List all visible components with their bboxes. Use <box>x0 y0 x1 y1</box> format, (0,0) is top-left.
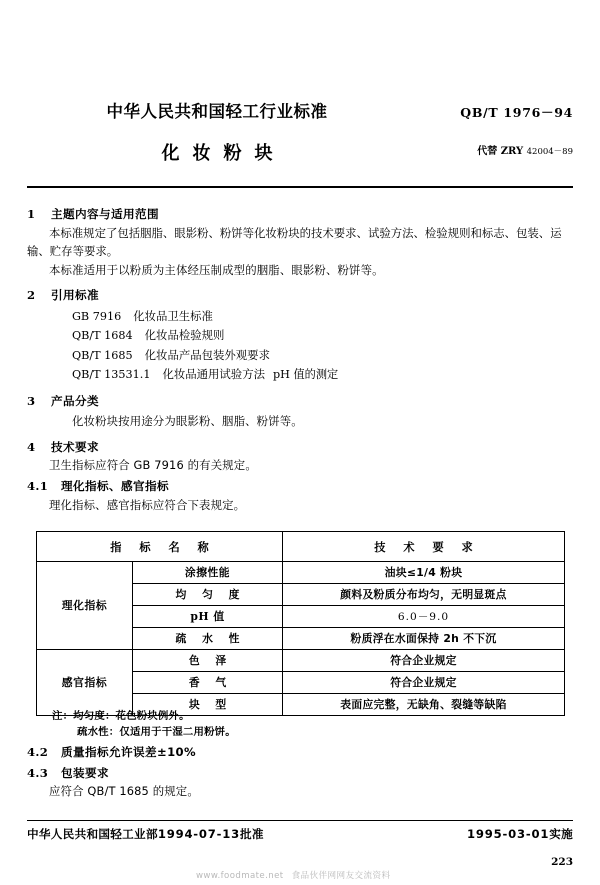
reference-code: GB 7916 <box>72 309 122 323</box>
row-category-physicochemical: 理化指标 <box>37 562 133 650</box>
reference-name: 化妆品通用试验方法 <box>162 367 265 382</box>
row-requirement: 6.0－9.0 <box>283 606 565 628</box>
list-item <box>27 326 573 345</box>
row-requirement: 符合企业规定 <box>283 650 565 672</box>
reference-code: QB/T 1684 <box>72 329 133 343</box>
reference-extra: pH 值的测定 <box>272 368 339 382</box>
row-requirement: 表面应完整，无缺角、裂缝等缺陷 <box>283 694 565 716</box>
column-header-requirement: 技 术 要 求 <box>283 532 565 562</box>
document-body <box>27 203 573 514</box>
list-item <box>27 346 573 365</box>
reference-name: 化妆品检验规则 <box>144 328 225 343</box>
row-requirement: 油块≤1/4 粉块 <box>283 562 565 584</box>
section-4-1-paragraph-1: 理化指标、感官指标应符合下表规定。 <box>49 497 246 512</box>
document-footer <box>27 826 573 846</box>
section-heading-3 <box>27 392 573 411</box>
replaced-standard <box>477 142 573 157</box>
section-1-paragraph-2: 本标准适用于以粉质为主体经压制成型的胭脂、眼影粉、粉饼等。 <box>49 262 384 277</box>
issuing-organization-title: 中华人民共和国轻工行业标准 <box>106 102 328 121</box>
row-requirement: 粉质浮在水面保持 2h 不下沉 <box>283 628 565 650</box>
masthead-divider <box>27 186 573 188</box>
table-row <box>37 562 565 584</box>
section-title-2: 引用标准 <box>51 288 99 303</box>
approval-suffix: 批准 <box>240 827 264 841</box>
section-4-3-paragraph-1: 应符合 QB/T 1685 的规定。 <box>49 784 199 799</box>
row-category-sensory: 感官指标 <box>37 650 133 716</box>
table-note-line-2: 疏水性：仅适用于干湿二用粉饼。 <box>77 726 236 738</box>
row-item-name: 疏 水 性 <box>133 628 283 650</box>
watermark-text: 食品伙伴网网友交流资料 <box>291 871 391 881</box>
section-title-4-1: 理化指标、感官指标 <box>61 478 169 493</box>
section-title-4: 技术要求 <box>51 439 99 454</box>
section-title-4-2: 质量指标允许误差±10% <box>61 745 197 759</box>
row-item-name: pH 值 <box>133 606 283 628</box>
specification-table-wrapper <box>36 531 564 716</box>
list-item <box>27 307 573 326</box>
implementation-suffix: 实施 <box>549 827 573 841</box>
row-requirement: 符合企业规定 <box>283 672 565 694</box>
section-number-2: 2 <box>27 288 36 303</box>
list-item <box>27 365 573 384</box>
page-title: 化妆粉块 <box>161 143 286 164</box>
section-number-4: 4 <box>27 439 36 454</box>
page-number: 223 <box>551 856 573 868</box>
specification-table <box>36 531 565 716</box>
approval-date: 1994-07-13 <box>157 827 241 841</box>
document-body-tail <box>27 741 573 801</box>
section-3-paragraph-1: 化妆粉块按用途分为眼影粉、胭脂、粉饼等。 <box>72 414 303 429</box>
replaced-standard-code: 42004－89 <box>526 147 573 157</box>
row-item-name: 香 气 <box>133 672 283 694</box>
section-4-paragraph-1: 卫生指标应符合 GB 7916 的有关规定。 <box>49 458 257 473</box>
section-title-3: 产品分类 <box>51 393 99 408</box>
section-1-paragraph-1-line-1: 本标准规定了包括胭脂、眼影粉、粉饼等化妆粉块的技术要求、试验方法、检验规则和标志、包装、运 <box>49 225 562 240</box>
table-note-line-1: 注：均匀度：花色粉块例外。 <box>52 710 190 722</box>
reference-name: 化妆品产品包装外观要求 <box>144 347 270 362</box>
section-number-3: 3 <box>27 393 36 408</box>
table-row <box>37 650 565 672</box>
replaced-standard-prefix: 代替 ZRY <box>477 146 524 157</box>
row-item-name: 涂擦性能 <box>133 562 283 584</box>
section-number-4-3: 4.3 <box>27 765 49 780</box>
section-heading-4-3 <box>27 764 573 783</box>
row-item-name: 色 泽 <box>133 650 283 672</box>
implementation-date: 1995-03-01 <box>467 827 550 841</box>
row-item-name: 均 匀 度 <box>133 584 283 606</box>
referenced-standards-list <box>27 307 573 385</box>
section-1-paragraph-1-line-2: 输、贮存等要求。 <box>27 244 119 259</box>
reference-code: QB/T 13531.1 <box>72 368 151 382</box>
section-heading-4-2 <box>27 743 573 762</box>
standard-number: QB/T 1976－94 <box>460 105 573 120</box>
section-number-4-1: 4.1 <box>27 478 49 493</box>
watermark <box>196 869 391 881</box>
section-number-1: 1 <box>27 207 36 221</box>
section-heading-1 <box>27 205 573 224</box>
row-requirement: 颜料及粉质分布均匀，无明显斑点 <box>283 584 565 606</box>
implementation-statement <box>467 826 573 842</box>
section-heading-4 <box>27 438 573 457</box>
reference-name: 化妆品卫生标准 <box>133 308 213 323</box>
section-title-1: 主题内容与适用范围 <box>51 207 159 221</box>
table-notes <box>52 708 236 740</box>
column-header-item-name: 指 标 名 称 <box>37 532 283 562</box>
table-header-row <box>37 532 565 562</box>
section-number-4-2: 4.2 <box>27 745 49 759</box>
masthead <box>27 90 573 175</box>
section-title-4-3: 包装要求 <box>61 765 109 780</box>
row-item-name: 块 型 <box>133 694 283 716</box>
reference-code: QB/T 1685 <box>72 348 133 362</box>
approval-statement <box>27 826 264 842</box>
footer-divider <box>27 820 573 821</box>
approval-organization: 中华人民共和国轻工业部 <box>27 827 158 841</box>
section-heading-2 <box>27 286 573 305</box>
section-heading-4-1 <box>27 477 573 496</box>
watermark-url: www.foodmate.net <box>196 871 284 881</box>
